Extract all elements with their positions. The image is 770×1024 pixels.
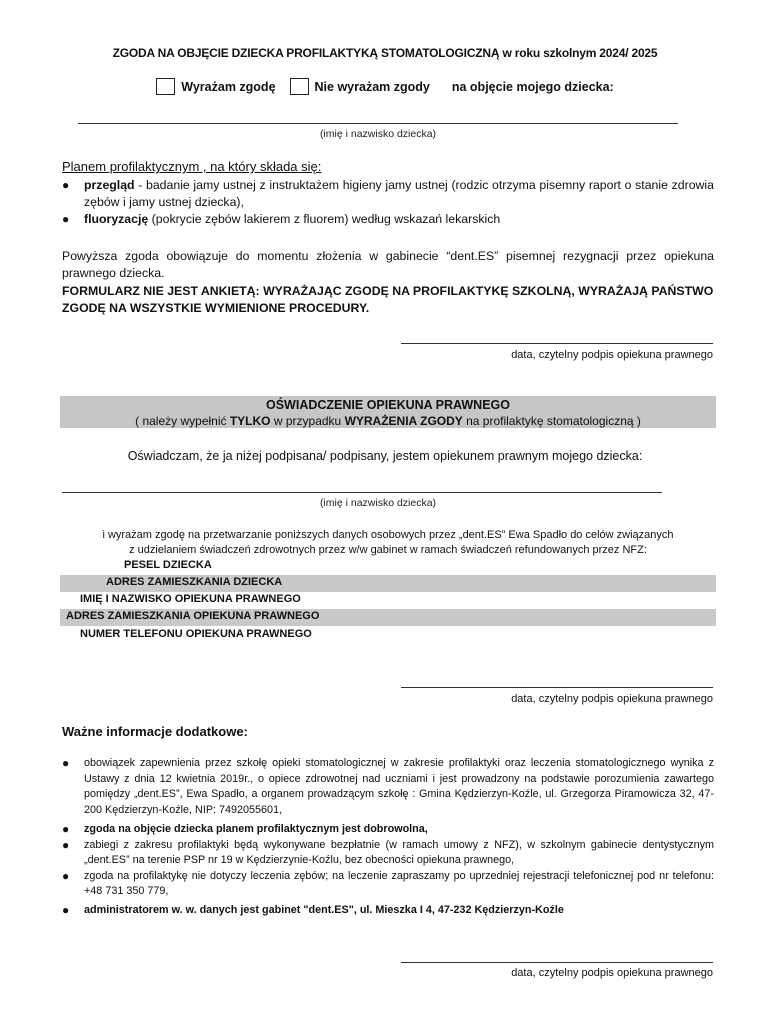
table-row (60, 558, 716, 575)
info-list (62, 756, 714, 918)
child-name-field-2[interactable] (62, 492, 662, 493)
document-title: ZGODA NA OBJĘCIE DZIECKA PROFILAKTYKĄ STOMATOLOGICZNĄ w roku szkolnym 2024/ 2025 (112, 46, 658, 60)
signature-caption-2: data, czytelny podpis opiekuna prawnego (511, 693, 713, 705)
field-label: IMIĘ I NAZWISKO OPIEKUNA PRAWNEGO (80, 593, 301, 605)
bullet-icon: ● (62, 178, 70, 192)
guardian-name-input[interactable] (340, 592, 716, 609)
field-label: ADRES ZAMIESZKANIA OPIEKUNA PRAWNEGO (66, 610, 320, 622)
no-consent-label: Nie wyrażam zgody (314, 79, 430, 94)
list-item (62, 903, 714, 919)
consent-suffix: na objęcie mojego dziecka: (451, 79, 614, 94)
table-row (60, 627, 716, 644)
consent-checkbox[interactable] (156, 78, 175, 95)
list-item (62, 211, 714, 228)
statement-sub-suffix: na profilaktykę stomatologiczną ) (462, 414, 641, 428)
bullet-icon: ● (62, 756, 70, 770)
bullet-icon: ● (62, 868, 70, 883)
list-item (62, 822, 714, 838)
plan-list (62, 177, 714, 228)
guardian-phone-input[interactable] (340, 627, 716, 644)
field-label: PESEL DZIECKA (124, 559, 212, 571)
table-row (60, 575, 716, 592)
data-consent-line-2: z udzielaniem świadczeń zdrowotnych przez w/w gabinet w ramach świadczeń refundowanych przez NFZ: (129, 544, 647, 556)
table-row (60, 609, 716, 626)
list-item (62, 177, 714, 211)
bullet-icon: ● (62, 822, 70, 836)
list-item (62, 838, 714, 869)
list-item (62, 756, 714, 818)
signature-caption-3: data, czytelny podpis opiekuna prawnego (511, 967, 713, 979)
field-label: NUMER TELEFONU OPIEKUNA PRAWNEGO (80, 628, 312, 640)
info-item-text: zgoda na objęcie dziecka planem profilaktycznym jest dobrowolna, (84, 823, 428, 835)
bullet-icon: ● (62, 837, 70, 852)
plan-item-text: (pokrycie zębów lakierem z fluorem) według wskazań lekarskich (148, 212, 501, 226)
consent-label: Wyrażam zgodę (181, 79, 276, 94)
signature-line-3[interactable] (401, 962, 713, 963)
statement-sub-mid: w przypadku (270, 414, 345, 428)
list-item (62, 869, 714, 900)
info-item-text: obowiązek zapewnienia przez szkołę opieki stomatologicznej w zakresie profilaktyki oraz leczenia stomatologicznego wynika z Ustawy z dnia 12 kwietnia 2019r., o opiece zdrowotnej nad uczniami i jest prowadzony na podstawie porozumienia zawartego pomiędzy „dent.ES”, Ewa Spadło, a organem prowadzącym szkołę : Gmina Kędzierzyn-Koźle, ul. Grzegorza Piramowicza 32, 47-200 Kędzierzyn-Koźle, NIP: 7492055601, (84, 757, 714, 816)
statement-sub-only: TYLKO (229, 414, 271, 428)
field-label: ADRES ZAMIESZKANIA DZIECKA (106, 576, 283, 588)
child-name-caption: (imię i nazwisko dziecka) (319, 128, 437, 140)
no-consent-checkbox[interactable] (290, 78, 309, 95)
statement-title: OŚWIADCZENIE OPIEKUNA PRAWNEGO (266, 398, 510, 412)
statement-sub-prefix: ( należy wypełnić (135, 414, 230, 428)
guardian-address-input[interactable] (340, 609, 716, 626)
signature-caption: data, czytelny podpis opiekuna prawnego (511, 349, 713, 361)
plan-item-text: - badanie jamy ustnej z instruktażem higieny jamy ustnej (rodzic otrzyma pisemny raport o stanie zdrowia zębów i jamy ustnej dziecka), (84, 178, 714, 209)
statement-subtitle (60, 414, 716, 428)
consent-options (0, 78, 770, 95)
child-address-input[interactable] (340, 575, 716, 592)
plan-item-bold: przegląd (84, 178, 135, 192)
signature-line-2[interactable] (401, 687, 713, 688)
declaration-text: Oświadczam, że ja niżej podpisana/ podpisany, jestem opiekunem prawnym mojego dziecka: (127, 449, 643, 463)
data-consent-line-1: i wyrażam zgodę na przetwarzanie poniższych danych osobowych przez „dent.ES” Ewa Spadło do celów związanych (102, 529, 674, 541)
bullet-icon: ● (62, 902, 70, 917)
info-item-text: administratorem w. w. danych jest gabinet "dent.ES", ul. Mieszka I 4, 47-232 Kędzierzyn-Koźle (84, 903, 564, 916)
info-heading: Ważne informacje dodatkowe: (62, 724, 248, 739)
child-name-caption-2: (imię i nazwisko dziecka) (319, 497, 437, 509)
statement-sub-consent: WYRAŻENIA ZGODY (344, 414, 463, 428)
bullet-icon: ● (62, 212, 70, 226)
signature-line[interactable] (401, 343, 713, 344)
plan-item-bold: fluoryzację (84, 212, 149, 226)
plan-heading: Planem profilaktycznym , na który składa się: (62, 159, 322, 174)
validity-text: Powyższa zgoda obowiązuje do momentu złożenia w gabinecie “dent.ES” pisemnej rezygnacji przez opiekuna prawnego dziecka. (62, 249, 714, 280)
child-name-field[interactable] (78, 123, 678, 124)
pesel-input[interactable] (340, 558, 716, 575)
warning-text: FORMULARZ NIE JEST ANKIETĄ: WYRAŻAJĄC ZGODĘ NA PROFILAKTYKĘ SZKOLNĄ, WYRAŻAJĄ PAŃSTWO ZGODĘ NA WSZYSTKIE WYMIENIONE PROCEDURY. (62, 284, 714, 315)
info-item-text: zabiegi z zakresu profilaktyki będą wykonywane bezpłatnie (w ramach umowy z NFZ), w szkolnym gabinecie dentystycznym „dent.ES” na terenie PSP nr 19 w Kędzierzynie-Koźlu, bez obecności opiekuna prawnego, (84, 838, 714, 866)
info-item-text: zgoda na profilaktykę nie dotyczy leczenia zębów; na leczenie zapraszamy po uprzedniej rejestracji telefonicznej pod nr telefonu: +48 731 350 779, (84, 869, 714, 897)
table-row (60, 592, 716, 609)
